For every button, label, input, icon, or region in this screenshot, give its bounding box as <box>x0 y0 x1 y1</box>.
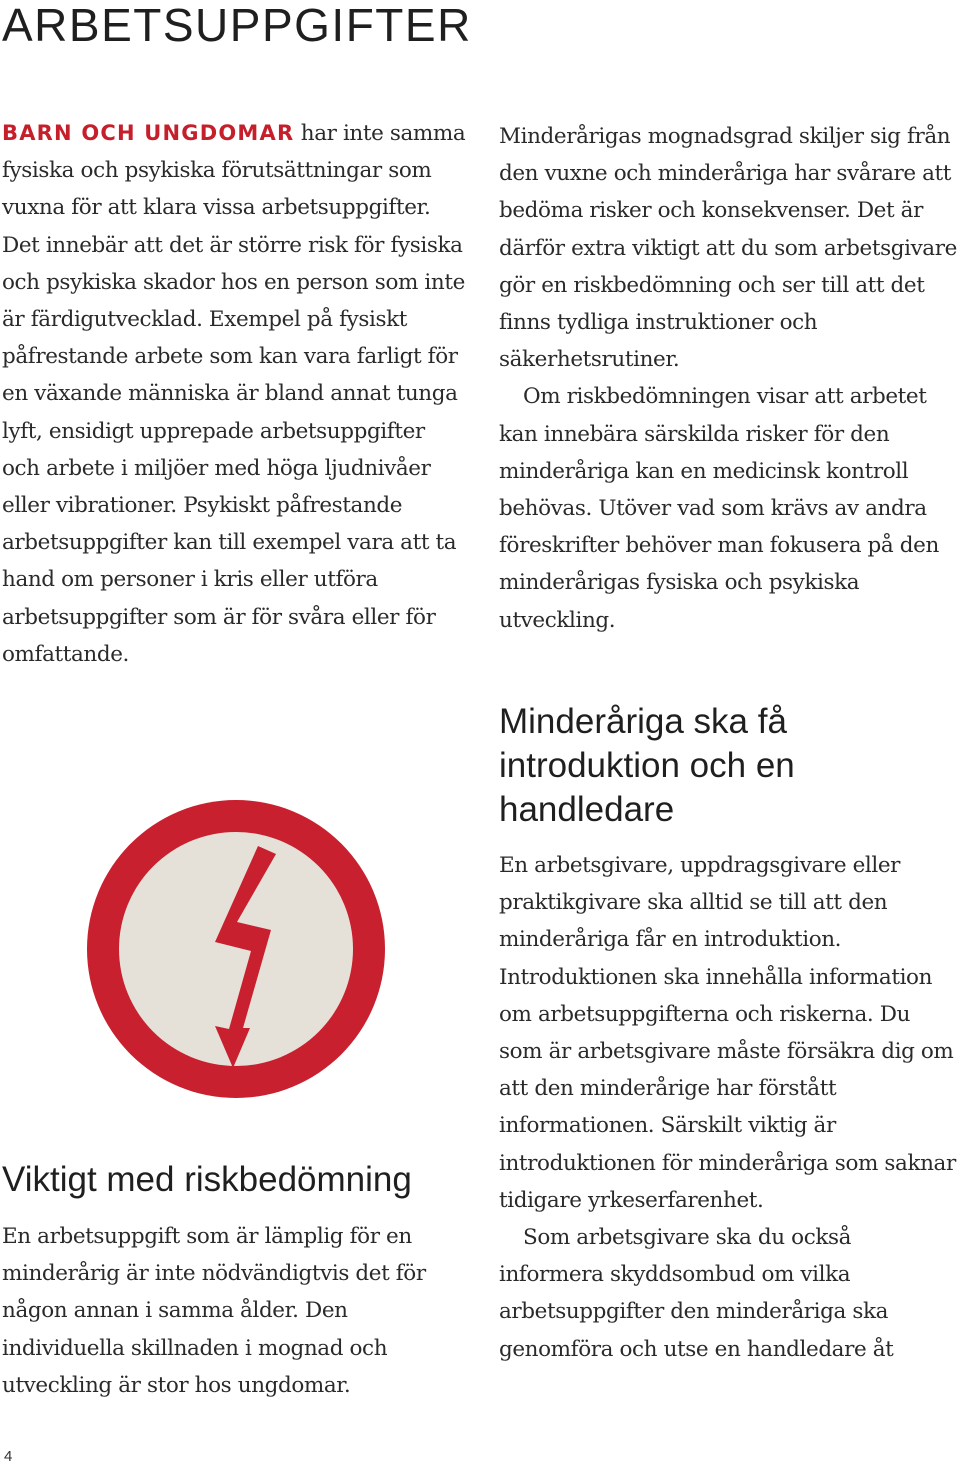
medical-check-paragraph: Om riskbedömningen visar att arbetet kan innebära särskilda risker för den minderåriga kan en medicinsk kontroll behövas. Utöver vad som krävs av andra föreskrifter behöver man fokusera på den minderårigas fysiska och psykiska utveckling. <box>499 384 939 633</box>
page-title: ARBETSUPPGIFTER <box>2 0 472 51</box>
introduction-paragraph: En arbetsgivare, uppdragsgivare eller praktikgivare ska alltid se till att den minderåriga får en introduktion. Introduktionen ska innehålla information om arbetsuppgifterna och riskerna. Du som är arbetsgivare måste försäkra dig om att den minderårige har förstått informationen. Särskilt viktig är introduktionen för minderåriga som saknar tidigare yrkeserfarenhet. <box>499 853 956 1213</box>
warning-sign <box>75 788 397 1110</box>
supervisor-paragraph: Som arbetsgivare ska du också informera skyddsombud om vilka arbetsuppgifter den minderåriga ska genomföra och utse en handledare åt <box>499 1225 894 1362</box>
introduction-heading: Minderåriga ska få introduktion och en handledare <box>499 702 795 829</box>
introduction-section-heading-block <box>499 700 954 832</box>
intro-text-column <box>2 115 467 673</box>
maturity-paragraph: Minderårigas mognadsgrad skiljer sig från den vuxne och minderåriga har svårare att bedöma risker och konsekvenser. Det är därför extra viktigt att du som arbetsgivare gör en riskbedömning och ser till att det finns tydliga instruktioner och säkerhetsrutiner. <box>499 124 957 373</box>
intro-paragraph <box>2 115 467 673</box>
right-text-column <box>499 118 959 639</box>
page-number: 4 <box>4 1448 13 1465</box>
risk-paragraph: En arbetsuppgift som är lämplig för en minderårig är inte nödvändigtvis det för någon annan i samma ålder. Den individuella skillnaden i mognad och utveckling är stor hos ungdomar. <box>2 1224 426 1398</box>
intro-paragraph-text: har inte samma fysiska och psykiska förutsättningar som vuxna för att klara vissa arbetsuppgifter. Det innebär att det är större risk för fysiska och psykiska skador hos en person som inte är färdigutvecklad. Exempel på fysiskt påfrestande arbete som kan vara farligt för en växande människa är bland annat tunga lyft, ensidigt upprepade arbetsuppgifter och arbete i miljöer med höga ljudnivåer eller vibrationer. Psykiskt påfrestande arbetsuppgifter kan till exempel vara att ta hand om personer i kris eller utföra arbetsuppgifter som är för svåra eller för omfattande. <box>2 121 466 667</box>
lead-in-bold: BARN OCH UNGDOMAR <box>2 121 295 145</box>
introduction-section <box>499 847 959 1368</box>
risk-section <box>2 1158 467 1404</box>
risk-heading: Viktigt med riskbedömning <box>2 1160 412 1199</box>
